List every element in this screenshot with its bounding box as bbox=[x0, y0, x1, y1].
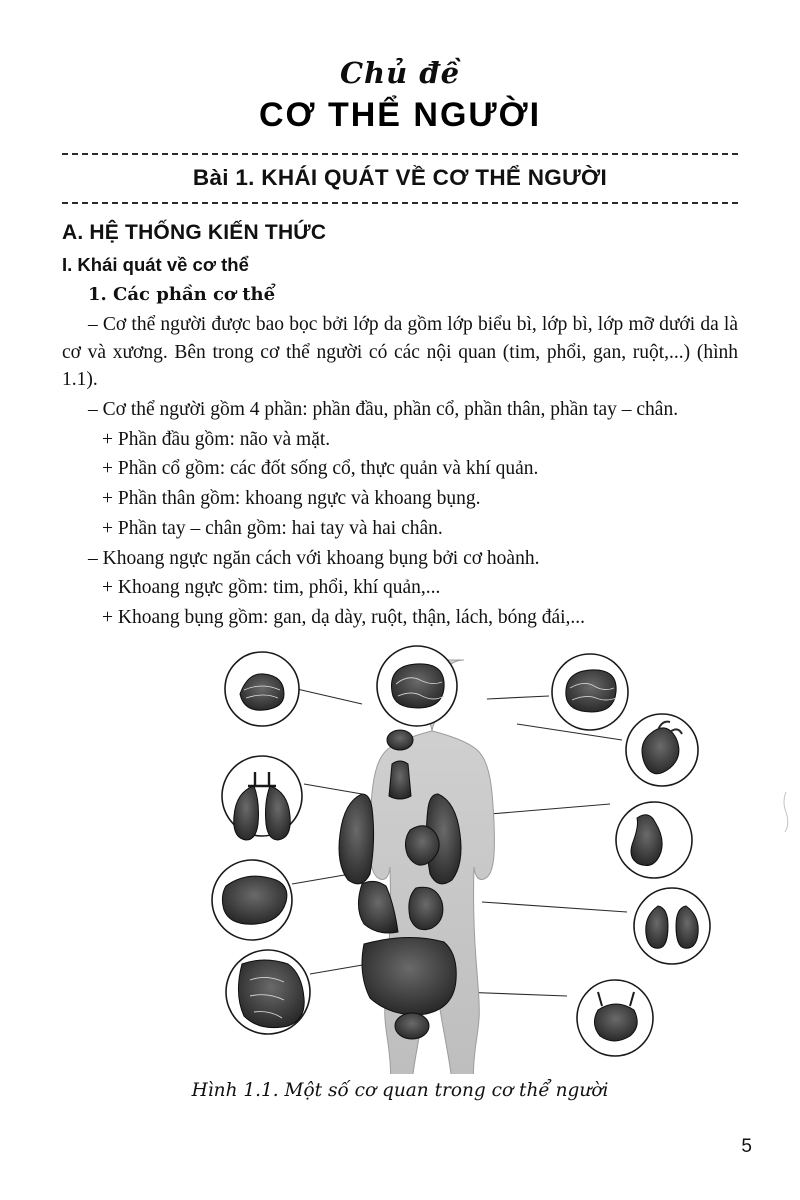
thyroid-on-body bbox=[387, 730, 413, 750]
section-heading-i: I. Khái quát về cơ thể bbox=[62, 254, 249, 275]
lung-left-on-body bbox=[339, 794, 374, 884]
rule-bottom bbox=[62, 202, 738, 204]
paragraph-four-parts: – Cơ thể người gồm 4 phần: phần đầu, phần cổ, phần thân, phần tay – chân. bbox=[88, 399, 679, 421]
paragraph-body-covering: – Cơ thể người được bao bọc bởi lớp da gồm lớp biểu bì, lớp bì, lớp mỡ dưới da là cơ và xương. Bên trong cơ thể người có các nội quan (tim, phổi, gan, ruột,...) (hình 1.1). bbox=[62, 314, 738, 391]
liver-icon bbox=[212, 860, 292, 940]
heart-icon bbox=[626, 714, 698, 786]
figure-caption: Hình 1.1. Một số cơ quan trong cơ thể người bbox=[191, 1079, 609, 1101]
intestine-icon bbox=[226, 950, 310, 1034]
page-edge-mark bbox=[780, 790, 790, 834]
stomach-icon bbox=[616, 802, 692, 878]
topic-title: CƠ THỂ NGƯỜI bbox=[258, 96, 542, 134]
figure-human-organs bbox=[62, 644, 738, 1074]
brain-icon bbox=[377, 646, 457, 726]
bladder-on-body bbox=[395, 1013, 429, 1039]
bullet-abdominal: + Khoang bụng gồm: gan, dạ dày, ruột, thận, lách, bóng đái,... bbox=[102, 606, 586, 628]
stomach-on-body bbox=[409, 887, 443, 929]
bullet-limbs: + Phần tay – chân gồm: hai tay và hai chân. bbox=[102, 517, 443, 539]
topic-label: Chủ đề bbox=[339, 56, 461, 90]
cerebellum-icon bbox=[225, 652, 299, 726]
lungs-icon bbox=[222, 756, 302, 840]
intestines-on-body bbox=[362, 937, 456, 1014]
section-heading-a: A. HỆ THỐNG KIẾN THỨC bbox=[62, 221, 327, 244]
brain-side-icon bbox=[552, 654, 628, 730]
bullet-neck: + Phần cổ gồm: các đốt sống cổ, thực quản và khí quản. bbox=[102, 458, 539, 480]
bullet-head: + Phần đầu gồm: não và mặt. bbox=[102, 428, 331, 450]
kidneys-icon bbox=[634, 888, 710, 964]
trachea-on-body bbox=[389, 761, 411, 799]
section-heading-1: 1. Các phần cơ thể bbox=[88, 284, 276, 305]
bullet-thoracic: + Khoang ngực gồm: tim, phổi, khí quản,... bbox=[102, 577, 441, 599]
lesson-title: Bài 1. KHÁI QUÁT VỀ CƠ THỂ NGƯỜI bbox=[192, 165, 608, 190]
page-number: 5 bbox=[741, 1136, 752, 1157]
bladder-icon bbox=[577, 980, 653, 1056]
paragraph-diaphragm: – Khoang ngực ngăn cách với khoang bụng bởi cơ hoành. bbox=[88, 547, 540, 569]
bullet-trunk: + Phần thân gồm: khoang ngực và khoang bụng. bbox=[102, 488, 481, 510]
